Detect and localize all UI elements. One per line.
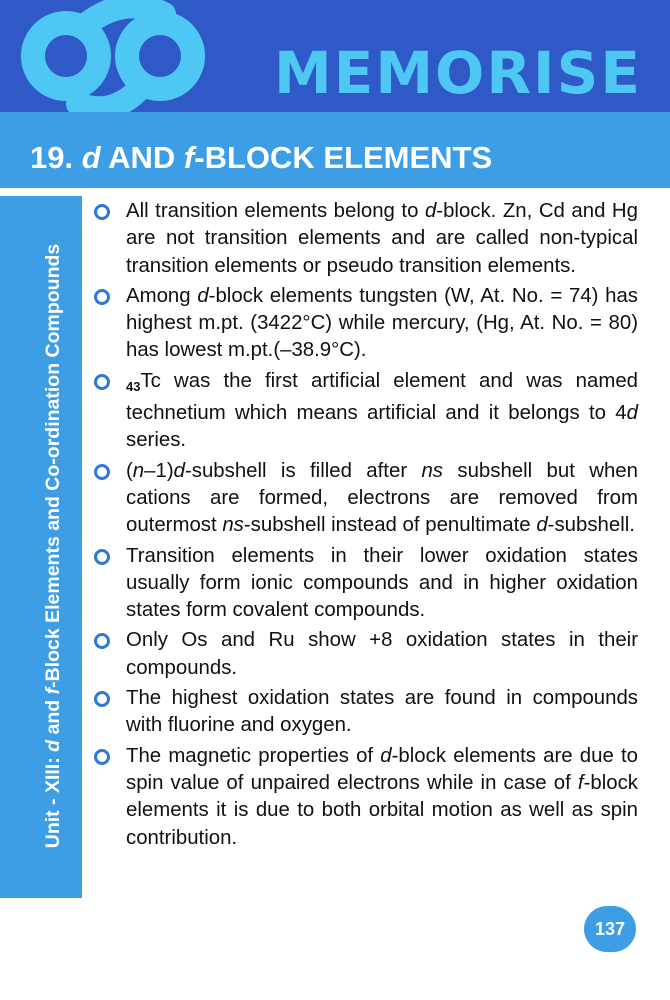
memorise-banner: MEMORISE: [274, 39, 642, 107]
text-italic: f: [577, 771, 584, 794]
chapter-title: [30, 142, 492, 173]
text: -block elements it is due to both orbital motion as well as spin contribution.: [126, 771, 638, 849]
text-italic: d: [173, 459, 185, 482]
bullet-icon: [94, 464, 110, 480]
chapter-d: d: [81, 140, 101, 175]
point-1: [90, 198, 638, 280]
bullet-icon: [94, 691, 110, 707]
chapter-number: 19.: [30, 140, 74, 175]
unit-title: [44, 196, 64, 896]
chapter-rest: -BLOCK ELEMENTS: [194, 140, 493, 175]
point-7: [90, 685, 638, 740]
atomic-number: 43: [126, 378, 141, 394]
unit-sidebar: [0, 196, 82, 898]
bullet-icon: [94, 633, 110, 649]
chapter-f: f: [183, 140, 195, 175]
point-4: [90, 458, 638, 540]
text-italic: d: [626, 402, 638, 425]
text-italic: n: [132, 459, 145, 482]
unit-title-d: d: [42, 739, 64, 752]
text-italic: d: [380, 744, 392, 767]
text: Only Os and Ru show +8 oxidation states in their compounds.: [126, 629, 638, 679]
text: -subshell is filled after: [184, 459, 422, 482]
page-number: 137: [584, 906, 636, 952]
point-2: [90, 283, 638, 365]
text: -block elements tungsten (W, At. No. = 74) has highest m.pt. (3422°C) while mercury, (Hg, At. No. = 80) has lowest m.pt.(–38.9°C).: [126, 284, 638, 362]
point-8: [90, 743, 638, 852]
bullet-icon: [94, 204, 110, 220]
text: Transition elements in their lower oxidation states usually form ionic compounds and in higher oxidation states form covalent compounds.: [126, 544, 638, 622]
unit-title-pre: Unit - XIII:: [42, 751, 64, 849]
text: -block elements are due to spin value of unpaired electrons while in case of: [126, 744, 638, 794]
text: (: [126, 459, 133, 482]
text: -subshell instead of penultimate: [243, 514, 537, 537]
text: -subshell.: [547, 514, 635, 537]
text: The highest oxidation states are found in compounds with fluorine and oxygen.: [126, 687, 638, 737]
text-italic: d: [424, 200, 437, 222]
text: The magnetic properties of: [126, 744, 381, 767]
unit-title-and: and: [42, 694, 64, 740]
unit-title-rest: -Block Elements and Co-ordination Compounds: [42, 243, 64, 688]
bullet-icon: [94, 549, 110, 565]
text-italic: d: [197, 284, 209, 307]
text: series.: [126, 429, 187, 452]
bullet-icon: [94, 749, 110, 765]
text: subshell but when cations are formed, electrons are removed from outermost: [126, 459, 638, 537]
text-italic: d: [536, 514, 548, 537]
text: -block. Zn, Cd and Hg are not transition elements and are called non-typical transition elements or pseudo transition elements.: [126, 200, 638, 277]
bullet-icon: [94, 374, 110, 390]
brand-logo-icon: [14, 0, 214, 112]
text: –1): [144, 459, 174, 482]
text: Among: [126, 284, 198, 307]
text-italic: ns: [222, 514, 244, 537]
text: All transition elements belong to: [126, 200, 425, 222]
memorise-points: [90, 198, 638, 855]
bullet-icon: [94, 289, 110, 305]
unit-title-f: f: [42, 687, 64, 695]
header-band: [0, 0, 670, 112]
text-italic: ns: [421, 459, 444, 482]
point-3: [90, 368, 638, 455]
point-5: [90, 543, 638, 625]
text: Tc was the first artificial element and was named technetium which means artificial and it belongs to 4: [126, 369, 638, 425]
point-6: [90, 627, 638, 682]
chapter-and: AND: [100, 140, 184, 175]
